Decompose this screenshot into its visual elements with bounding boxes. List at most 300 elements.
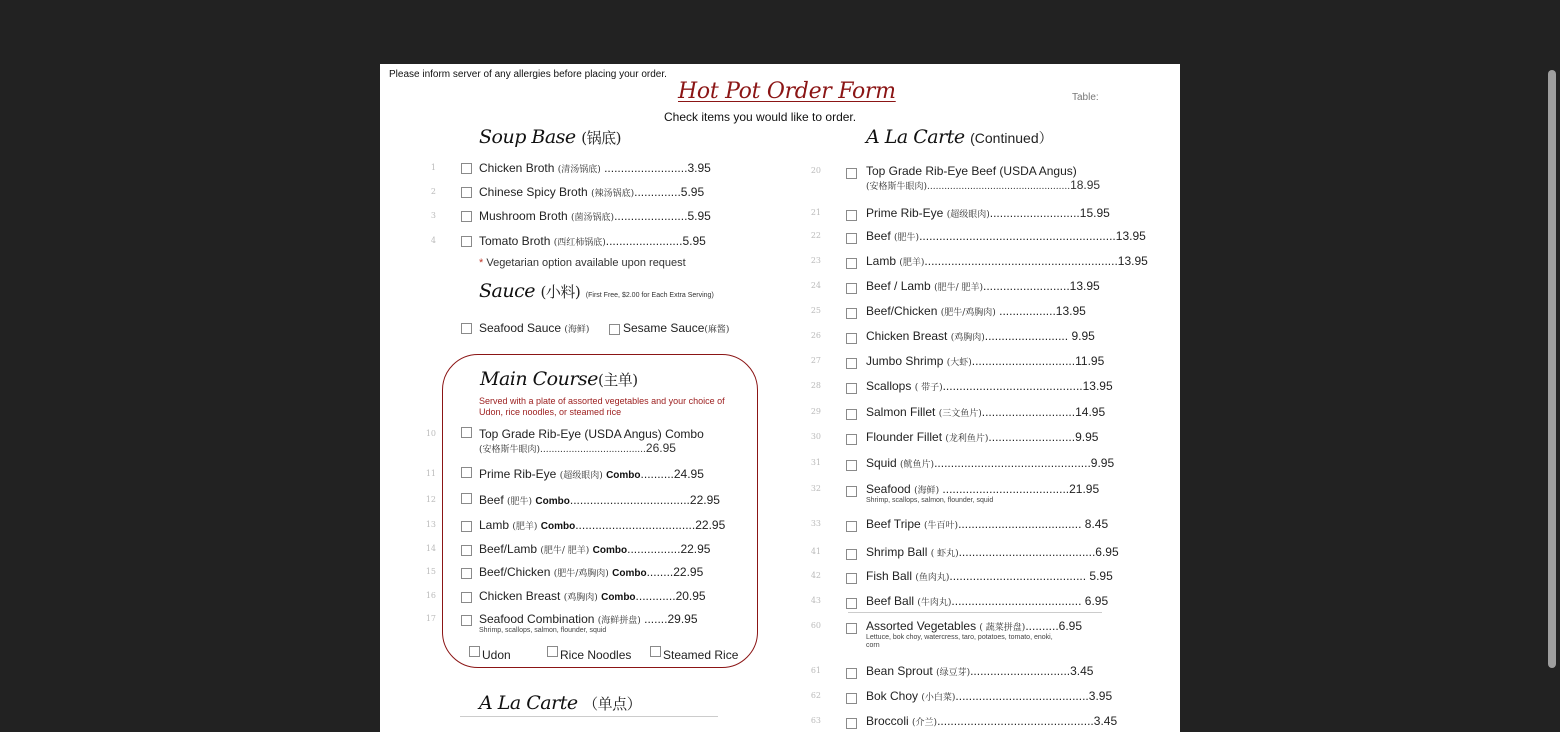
item-number: 22 <box>810 231 821 240</box>
main-course-title: Main Course <box>480 368 598 390</box>
checkbox[interactable] <box>461 323 472 334</box>
item-price: 29.95 <box>667 612 698 626</box>
item-name-cn: (肥牛) <box>894 233 920 243</box>
option-rice-noodles <box>547 646 647 664</box>
main-course-title-cn: (主单) <box>597 371 638 389</box>
item-name: Chicken Breast <box>479 589 561 603</box>
dot-leader: ...................................... <box>939 482 1070 496</box>
menu-item <box>420 612 720 634</box>
checkbox[interactable] <box>461 427 472 438</box>
item-number: 32 <box>810 484 821 493</box>
checkbox[interactable] <box>461 493 472 504</box>
dot-leader: .......... <box>1025 619 1059 633</box>
item-price: 15.95 <box>1079 206 1110 220</box>
item-price: 22.95 <box>680 542 711 556</box>
checkbox[interactable] <box>469 646 480 657</box>
item-label <box>866 405 1105 419</box>
scrollbar[interactable] <box>1546 64 1558 732</box>
item-label <box>866 304 1086 318</box>
item-name: Scallops <box>866 379 912 393</box>
item-label-line2 <box>479 441 676 455</box>
item-label <box>866 164 1077 178</box>
item-name: Beef/Chicken <box>866 304 938 318</box>
checkbox[interactable] <box>609 324 620 335</box>
item-name-cn: (肥牛/ 肥羊) <box>540 546 590 556</box>
checkbox[interactable] <box>846 598 857 609</box>
checkbox[interactable] <box>846 434 857 445</box>
combo-label: Combo <box>606 470 641 481</box>
item-price: 9.95 <box>1075 430 1099 444</box>
item-price: 11.95 <box>1075 354 1105 368</box>
item-number: 16 <box>425 591 436 600</box>
item-name: Jumbo Shrimp <box>866 354 944 368</box>
soup-base-title: Soup Base <box>479 126 576 148</box>
dot-leader: ...................... <box>614 209 688 223</box>
menu-item <box>805 379 1113 397</box>
item-label <box>866 517 1108 531</box>
checkbox[interactable] <box>846 308 857 319</box>
item-number: 15 <box>425 567 436 576</box>
item-description-line2: corn <box>866 642 880 649</box>
menu-item <box>805 456 1115 474</box>
item-price: 24.95 <box>673 467 704 481</box>
vegetarian-note <box>479 257 686 269</box>
checkbox[interactable] <box>846 333 857 344</box>
item-number: 60 <box>810 621 821 630</box>
menu-item <box>420 589 720 607</box>
dot-leader: ........................... <box>989 206 1080 220</box>
item-name-cn: (肥牛/ 肥羊) <box>934 283 983 293</box>
menu-item <box>805 329 1105 347</box>
item-number: 43 <box>810 596 821 605</box>
item-name: Top Grade Rib-Eye (USDA Angus) <box>479 427 662 441</box>
item-name: Chicken Breast <box>866 329 948 343</box>
dot-leader: .............. <box>634 185 681 199</box>
item-label <box>479 542 710 556</box>
a-la-carte-continued-title: A La Carte <box>866 126 965 148</box>
dot-leader: ......................... <box>600 161 688 175</box>
item-number: 30 <box>810 432 821 441</box>
dot-leader: ..................................... <box>958 517 1082 531</box>
checkbox[interactable] <box>461 187 472 198</box>
item-price: 22.95 <box>695 518 726 532</box>
item-number: 23 <box>810 256 821 265</box>
item-number: 2 <box>430 187 436 196</box>
item-price: 6.95 <box>1095 545 1119 559</box>
menu-item <box>805 206 1110 224</box>
menu-item <box>805 482 1105 504</box>
item-name-cn: (肥牛/鸡胸肉) <box>553 569 609 579</box>
item-label <box>479 493 720 507</box>
menu-item <box>805 664 1105 682</box>
checkbox[interactable] <box>846 283 857 294</box>
item-price: 20.95 <box>675 589 706 603</box>
item-name: Lamb <box>866 254 897 268</box>
checkbox[interactable] <box>846 693 857 704</box>
checkbox[interactable] <box>846 521 857 532</box>
dot-leader: ....................................... <box>951 594 1082 608</box>
main-course-heading <box>480 368 638 390</box>
item-price: 13.95 <box>1115 229 1146 243</box>
item-number: 27 <box>810 356 821 365</box>
item-number: 13 <box>425 520 436 529</box>
item-name: Beef Tripe <box>866 517 921 531</box>
menu-item <box>805 304 1105 322</box>
checkbox[interactable] <box>461 615 472 626</box>
item-label <box>866 206 1110 220</box>
checkbox[interactable] <box>846 623 857 634</box>
item-price: 5.95 <box>680 185 705 199</box>
item-number: 10 <box>425 429 436 438</box>
item-name-cn: (小白菜) <box>921 693 956 703</box>
dot-leader: .......................................................... <box>924 254 1118 268</box>
item-name-cn: (海鲜拼盘) <box>597 616 641 626</box>
item-name-cn: ( 带子) <box>914 383 943 393</box>
item-name-cn: (清汤锅底) <box>557 165 601 175</box>
checkbox[interactable] <box>846 168 857 179</box>
item-label <box>866 456 1114 470</box>
item-number: 21 <box>810 208 821 217</box>
item-name: Prime Rib-Eye <box>866 206 944 220</box>
vegetarian-note-star: * <box>479 257 484 269</box>
checkbox[interactable] <box>846 258 857 269</box>
dot-leader: ........ <box>646 565 674 579</box>
checkbox[interactable] <box>846 718 857 729</box>
item-name: Seafood <box>866 482 911 496</box>
menu-item <box>420 467 720 485</box>
item-label <box>866 482 1099 496</box>
dot-leader: ........................................................... <box>919 229 1116 243</box>
item-name: Mushroom Broth <box>479 209 568 223</box>
item-number: 29 <box>810 407 821 416</box>
combo-label: Combo <box>601 592 636 603</box>
sauce-title: Sauce <box>479 280 535 302</box>
combo-label: Combo <box>540 521 576 532</box>
item-label <box>479 185 704 199</box>
item-number: 31 <box>810 458 821 467</box>
item-price: 13.95 <box>1055 304 1086 318</box>
item-label <box>479 565 703 579</box>
item-label <box>866 714 1117 728</box>
form-title: Hot Pot Order Form <box>678 79 896 104</box>
item-price: 8.45 <box>1081 517 1109 531</box>
vegetarian-note-text: Vegetarian option available upon request <box>486 257 686 269</box>
combo-label: Combo <box>665 427 704 441</box>
item-number: 62 <box>810 691 821 700</box>
item-price: 26.95 <box>645 441 676 455</box>
a-la-carte-continued-label: (Continued） <box>970 130 1053 146</box>
item-name: Beef <box>479 493 504 507</box>
menu-item <box>805 164 1105 196</box>
checkbox[interactable] <box>846 460 857 471</box>
checkbox[interactable] <box>846 358 857 369</box>
menu-item <box>420 565 720 583</box>
dot-leader: ......................................... <box>949 569 1087 583</box>
checkbox[interactable] <box>846 573 857 584</box>
item-name: Fish Ball <box>866 569 913 583</box>
checkbox[interactable] <box>461 163 472 174</box>
item-label <box>479 209 711 223</box>
menu-item <box>805 545 1119 563</box>
item-name-cn: (鱼肉丸) <box>915 573 950 583</box>
dot-leader: .......................... <box>988 430 1076 444</box>
sauce-option-label: Sesame Sauce <box>623 321 705 335</box>
item-label-line2 <box>866 178 1100 192</box>
checkbox[interactable] <box>846 668 857 679</box>
checkbox[interactable] <box>846 549 857 560</box>
menu-item <box>420 209 720 227</box>
item-number: 26 <box>810 331 821 340</box>
soup-base-title-cn: (锅底) <box>581 129 621 147</box>
menu-item <box>805 354 1105 372</box>
menu-item <box>420 493 720 511</box>
dot-leader: ......................... <box>984 329 1069 343</box>
item-name-cn: (海鲜) <box>914 486 940 496</box>
section-divider <box>848 612 1102 613</box>
combo-label: Combo <box>535 496 570 507</box>
a-la-carte-heading <box>479 692 641 714</box>
item-name-cn: (鸡胸肉) <box>563 593 598 603</box>
item-price: 9.95 <box>1068 329 1095 343</box>
item-label <box>479 427 704 441</box>
sauce-option-label: Seafood Sauce <box>479 321 562 335</box>
dot-leader: ........................................ <box>955 689 1089 703</box>
item-name: Chicken Broth <box>479 161 555 175</box>
checkbox[interactable] <box>846 486 857 497</box>
sauce-option-cn: (海鲜) <box>564 325 590 335</box>
item-description: Shrimp, scallops, salmon, flounder, squid <box>866 497 994 504</box>
item-name: Broccoli <box>866 714 909 728</box>
dot-leader: .................................... <box>569 493 690 507</box>
item-name-cn: (大虾) <box>946 358 972 368</box>
item-label <box>866 329 1095 343</box>
item-name: Tomato Broth <box>479 234 551 248</box>
checkbox[interactable] <box>547 646 558 657</box>
item-price: 3.95 <box>1088 689 1113 703</box>
item-label <box>866 594 1108 608</box>
item-price: 6.95 <box>1081 594 1109 608</box>
item-label <box>866 689 1112 703</box>
item-price: 3.95 <box>687 161 711 175</box>
item-price: 21.95 <box>1069 482 1100 496</box>
item-price: 5.95 <box>1086 569 1113 583</box>
item-name-cn: (超级眼肉) <box>559 471 603 481</box>
dot-leader: ............ <box>635 589 676 603</box>
item-number: 17 <box>425 614 436 623</box>
item-name-cn: (超级眼肉) <box>946 210 990 220</box>
item-price: 6.95 <box>1058 619 1083 633</box>
item-label <box>866 430 1098 444</box>
checkbox[interactable] <box>846 383 857 394</box>
item-label <box>866 619 1082 633</box>
item-price: 13.95 <box>1082 379 1113 393</box>
item-name: Seafood Combination <box>479 612 595 626</box>
item-number: 3 <box>430 211 436 220</box>
item-label <box>479 589 706 603</box>
item-name: Bok Choy <box>866 689 919 703</box>
sauce-option-sesame <box>609 321 769 339</box>
item-label <box>479 467 704 481</box>
menu-item <box>805 254 1148 272</box>
sauce-heading <box>479 280 714 302</box>
item-name-cn: (牛肉丸) <box>917 598 952 608</box>
option-label: Udon <box>482 648 511 662</box>
checkbox[interactable] <box>461 467 472 478</box>
a-la-carte-title-cn: （单点） <box>583 695 642 713</box>
menu-item <box>420 234 720 252</box>
option-steamed-rice <box>650 646 750 664</box>
option-label: Steamed Rice <box>663 648 739 662</box>
item-label <box>866 279 1100 293</box>
item-price: 14.95 <box>1075 405 1106 419</box>
item-price: 5.95 <box>682 234 706 248</box>
item-name: Beef / Lamb <box>866 279 931 293</box>
item-name-cn: (肥牛/鸡胸肉) <box>940 308 996 318</box>
checkbox[interactable] <box>461 568 472 579</box>
menu-item <box>420 542 720 560</box>
dot-leader: ............................................... <box>934 456 1091 470</box>
section-divider <box>460 716 718 717</box>
item-label <box>479 518 725 532</box>
checkbox[interactable] <box>461 592 472 603</box>
item-number: 12 <box>425 495 436 504</box>
item-number: 42 <box>810 571 821 580</box>
item-price: 9.95 <box>1090 456 1115 470</box>
dot-leader: .................................................. <box>927 182 1071 192</box>
checkbox[interactable] <box>461 521 472 532</box>
checkbox[interactable] <box>461 545 472 556</box>
dot-leader: ....... <box>640 612 668 626</box>
item-name: Bean Sprout <box>866 664 933 678</box>
item-name: Salmon Fillet <box>866 405 936 419</box>
item-name-cn: (安格斯牛眼肉) <box>866 182 928 192</box>
item-name: Lamb <box>479 518 510 532</box>
item-name: Beef <box>866 229 891 243</box>
checkbox[interactable] <box>461 211 472 222</box>
menu-item <box>420 427 720 459</box>
item-description: Shrimp, scallops, salmon, flounder, squid <box>479 627 607 634</box>
item-label <box>866 254 1148 268</box>
item-price: 3.45 <box>1093 714 1118 728</box>
item-price: 18.95 <box>1070 178 1101 192</box>
menu-item <box>805 279 1105 297</box>
item-name: Prime Rib-Eye <box>479 467 557 481</box>
scrollbar-thumb[interactable] <box>1548 70 1556 668</box>
menu-item <box>805 714 1118 732</box>
item-name: Squid <box>866 456 897 470</box>
item-name-cn: (西红柿锅底) <box>553 238 606 248</box>
item-label <box>479 234 706 248</box>
item-price: 22.95 <box>673 565 704 579</box>
main-course-note: Served with a plate of assorted vegetables and your choice of Udon, rice noodles, or steamed rice <box>479 396 725 417</box>
form-instruction: Check items you would like to order. <box>664 110 857 124</box>
item-label <box>866 664 1093 678</box>
item-name: Beef Ball <box>866 594 915 608</box>
a-la-carte-continued-heading <box>866 126 1053 148</box>
dot-leader: .......................................... <box>942 379 1083 393</box>
item-number: 33 <box>810 519 821 528</box>
item-number: 41 <box>810 547 821 556</box>
dot-leader: ............................................... <box>937 714 1094 728</box>
item-number: 63 <box>810 716 821 725</box>
dot-leader: ............................ <box>981 405 1076 419</box>
item-name-cn: (肥羊) <box>512 522 538 532</box>
dot-leader: ............................... <box>971 354 1076 368</box>
dot-leader: ................. <box>995 304 1056 318</box>
checkbox[interactable] <box>461 236 472 247</box>
item-label <box>866 229 1146 243</box>
item-price: 5.95 <box>687 209 711 223</box>
a-la-carte-title: A La Carte <box>479 692 578 714</box>
item-name-cn: (肥牛) <box>507 497 533 507</box>
item-name-cn: (辣汤锅底) <box>591 189 635 199</box>
item-name-cn: (鱿鱼片) <box>900 460 935 470</box>
item-name: Chinese Spicy Broth <box>479 185 588 199</box>
item-label <box>866 545 1119 559</box>
dot-leader: ................ <box>627 542 681 556</box>
checkbox[interactable] <box>650 646 661 657</box>
item-label <box>866 379 1113 393</box>
item-label <box>866 569 1113 583</box>
item-name-cn: ( 蔬菜拼盘) <box>979 623 1026 633</box>
menu-item <box>805 619 1105 649</box>
menu-item <box>805 405 1105 423</box>
checkbox[interactable] <box>846 233 857 244</box>
combo-label: Combo <box>592 545 628 556</box>
item-number: 61 <box>810 666 821 675</box>
item-description: Lettuce, bok choy, watercress, taro, potatoes, tomato, enoki, <box>866 634 1053 641</box>
sauce-option-cn: (麻酱) <box>704 325 730 335</box>
item-name-cn: (菌汤锅底) <box>571 213 615 223</box>
table-label: Table: <box>1072 92 1099 103</box>
checkbox[interactable] <box>846 409 857 420</box>
item-name-cn: ( 虾丸) <box>930 549 959 559</box>
menu-item <box>420 185 720 203</box>
dot-leader: ....................... <box>605 234 683 248</box>
item-number: 11 <box>425 469 436 478</box>
item-name-cn: (牛百叶) <box>924 521 959 531</box>
item-name: Beef/Chicken <box>479 565 551 579</box>
item-name: Flounder Fillet <box>866 430 943 444</box>
item-price: 3.45 <box>1070 664 1094 678</box>
item-name-cn: (鸡胸肉) <box>950 333 985 343</box>
item-number: 4 <box>430 236 436 245</box>
item-number: 28 <box>810 381 821 390</box>
menu-item <box>805 594 1109 612</box>
dot-leader: ......................................... <box>958 545 1096 559</box>
item-name: Beef/Lamb <box>479 542 538 556</box>
item-number: 25 <box>810 306 821 315</box>
item-name: Shrimp Ball <box>866 545 928 559</box>
item-label <box>479 612 698 626</box>
item-number: 14 <box>425 544 436 553</box>
menu-item <box>420 518 726 536</box>
item-number: 1 <box>430 163 436 172</box>
soup-base-heading <box>479 126 621 148</box>
dot-leader: .......................... <box>982 279 1070 293</box>
dot-leader: ..................................... <box>540 445 646 455</box>
checkbox[interactable] <box>846 210 857 221</box>
dot-leader: .............................. <box>970 664 1071 678</box>
item-label <box>866 354 1104 368</box>
item-name-cn: (安格斯牛眼肉) <box>479 445 541 455</box>
menu-item <box>420 161 720 179</box>
item-number: 20 <box>810 166 821 175</box>
combo-label: Combo <box>612 568 647 579</box>
item-price: 22.95 <box>689 493 720 507</box>
menu-item <box>805 689 1113 707</box>
item-price: 13.95 <box>1117 254 1148 268</box>
